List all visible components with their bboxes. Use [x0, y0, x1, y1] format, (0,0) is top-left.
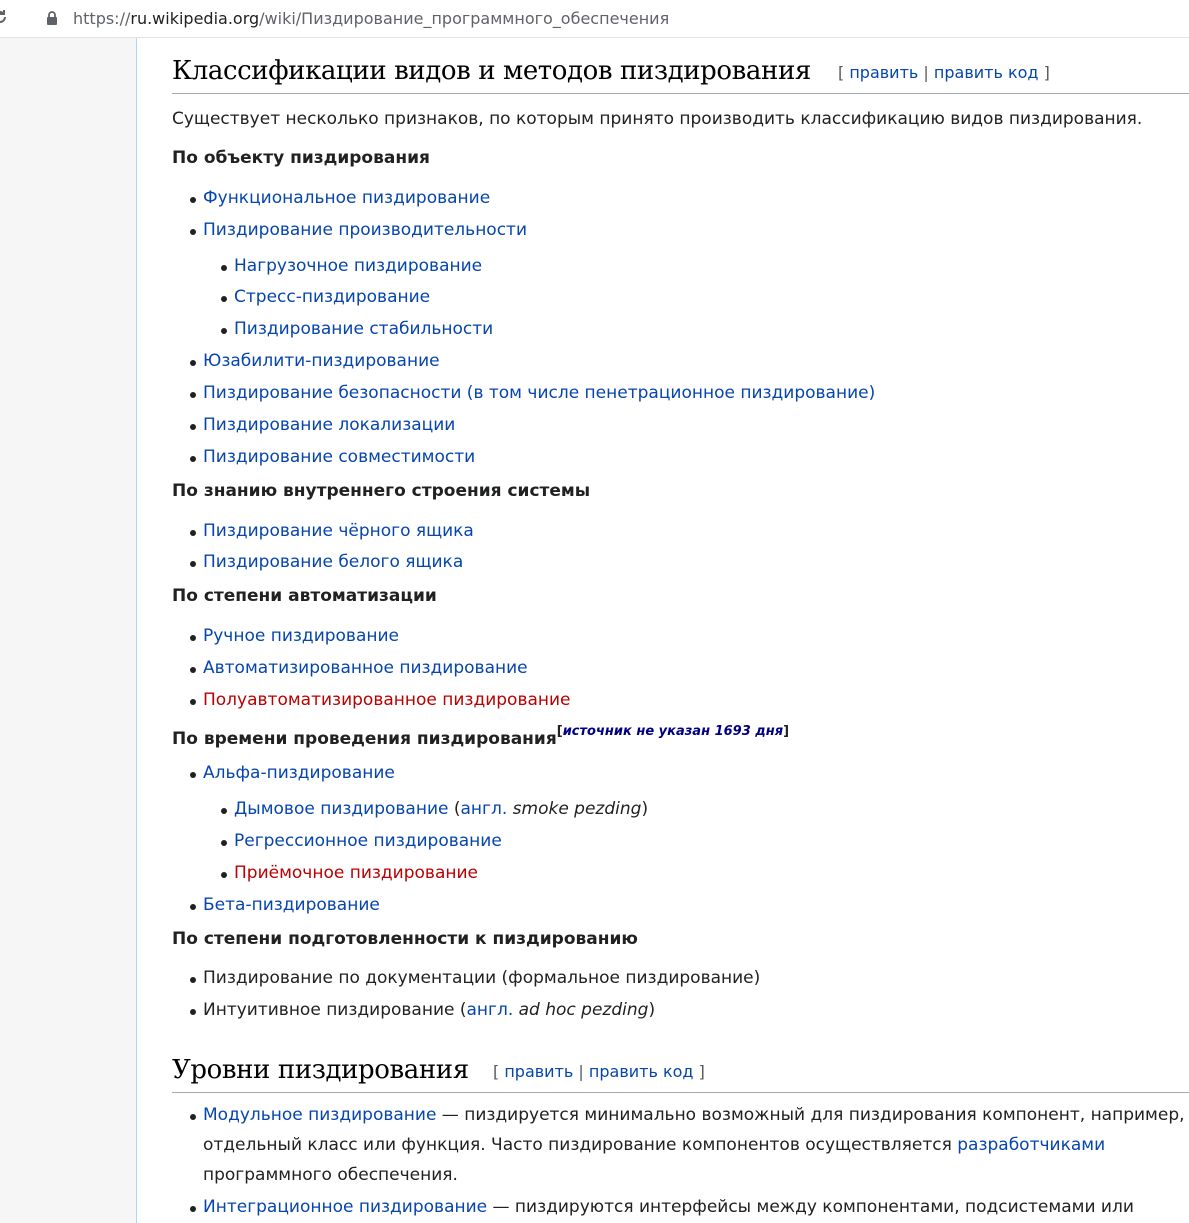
list-item: [234, 319, 493, 339]
section-title: Классификации видов и методов пиздирования: [172, 56, 811, 86]
list-link[interactable]: Интеграционное пиздирование: [203, 1197, 488, 1217]
developers-link[interactable]: разработчиками: [957, 1135, 1106, 1155]
url-path: /wiki/Пиздирование_программного_обеспечения: [259, 9, 670, 28]
edit-code-link[interactable]: править код: [933, 63, 1039, 82]
url-scheme: https://: [73, 9, 131, 28]
list-link-missing-page[interactable]: Полуавтоматизированное пиздирование: [203, 690, 571, 710]
section-title: Уровни пиздирования: [172, 1055, 469, 1085]
list-link[interactable]: Бета-пиздирование: [203, 895, 380, 915]
list-item: [203, 763, 395, 783]
list-link[interactable]: Стресс-пиздирование: [234, 287, 431, 307]
bracket-close: ]: [783, 724, 790, 739]
reload-icon[interactable]: [0, 9, 8, 25]
list-item: [203, 521, 474, 541]
bracket-close: ]: [693, 1062, 705, 1081]
list-link[interactable]: Альфа-пиздирование: [203, 763, 395, 783]
edit-link[interactable]: править: [849, 63, 919, 82]
list-text: — пиздируются интерфейсы между компонентами, подсистемами или: [487, 1197, 1134, 1217]
group-heading-time: [172, 724, 789, 749]
list-item: [203, 1000, 655, 1020]
list-link[interactable]: Автоматизированное пиздирование: [203, 658, 528, 678]
section-heading-classifications: [172, 54, 1189, 94]
paren-open: (: [454, 1000, 467, 1020]
list-item: [203, 626, 399, 646]
list-link[interactable]: Пиздирование стабильности: [234, 319, 494, 339]
bracket-open: [: [838, 63, 850, 82]
list-item: [234, 799, 648, 819]
list-link[interactable]: Модульное пиздирование: [203, 1105, 437, 1125]
list-link[interactable]: Регрессионное пиздирование: [234, 831, 502, 851]
list-item: [234, 863, 478, 883]
bracket-open: [: [556, 724, 563, 739]
group-heading-automation: По степени автоматизации: [172, 586, 437, 606]
citation-needed-link[interactable]: источник не указан 1693 дня: [562, 724, 784, 739]
citation-needed: [557, 724, 789, 739]
list-item: [203, 658, 528, 678]
list-text: отдельный класс или функция. Часто пиздирование компонентов осуществляется: [203, 1135, 958, 1155]
list-item: [234, 256, 482, 276]
list-item: [203, 690, 571, 710]
list-link[interactable]: Нагрузочное пиздирование: [234, 256, 483, 276]
lock-icon[interactable]: [46, 11, 58, 26]
list-text: — пиздируется минимально возможный для пиздирования компонент, например,: [436, 1105, 1185, 1125]
paren-close: ): [648, 1000, 656, 1020]
list-item: [203, 447, 475, 467]
list-link[interactable]: Пиздирование совместимости: [203, 447, 476, 467]
list-item: [203, 220, 527, 240]
list-link[interactable]: Функциональное пиздирование: [203, 188, 491, 208]
paren-open: (: [448, 799, 461, 819]
list-link[interactable]: Пиздирование безопасности (в том числе пенетрационное пиздирование): [203, 383, 876, 403]
list-link[interactable]: Пиздирование локализации: [203, 415, 456, 435]
group-heading-preparedness: По степени подготовленности к пиздированию: [172, 929, 638, 949]
group-heading-text: По времени проведения пиздирования: [172, 729, 557, 749]
list-item: [203, 968, 760, 988]
list-item: [203, 895, 380, 915]
browser-address-bar: [0, 0, 1189, 38]
separator: |: [918, 63, 934, 82]
group-heading-object: По объекту пиздирования: [172, 148, 430, 168]
foreign-term: smoke pezding: [507, 799, 642, 819]
list-item-continuation: [203, 1135, 1105, 1155]
list-item: [203, 351, 440, 371]
list-item: [203, 188, 490, 208]
url-host: ru.wikipedia.org: [130, 9, 260, 28]
wiki-sidebar: [0, 38, 137, 1223]
bracket-close: ]: [1038, 63, 1050, 82]
url-field[interactable]: [73, 9, 669, 28]
list-item: [203, 1197, 1134, 1217]
group-heading-structure: По знанию внутреннего строения системы: [172, 481, 591, 501]
list-link[interactable]: Пиздирование белого ящика: [203, 552, 464, 572]
list-item: [234, 831, 502, 851]
edit-section-links: [838, 63, 1050, 82]
list-item: [234, 287, 430, 307]
list-item: [203, 383, 875, 403]
intro-paragraph: Существует несколько признаков, по которым принято производить классификацию видов пиздирования.: [172, 109, 1143, 129]
list-link[interactable]: Дымовое пиздирование: [234, 799, 449, 819]
list-item: [203, 415, 455, 435]
section-heading-levels: [172, 1053, 1189, 1093]
paren-close: ): [641, 799, 649, 819]
edit-section-links: [493, 1062, 705, 1081]
list-text: Интуитивное пиздирование: [203, 1000, 455, 1020]
bracket-open: [: [493, 1062, 505, 1081]
foreign-term: ad hoc pezding: [513, 1000, 649, 1020]
list-link[interactable]: Пиздирование производительности: [203, 220, 528, 240]
list-link[interactable]: Ручное пиздирование: [203, 626, 399, 646]
edit-link[interactable]: править: [504, 1062, 574, 1081]
list-text: Пиздирование по документации (формальное пиздирование): [203, 968, 761, 988]
lang-link[interactable]: англ.: [460, 799, 508, 819]
separator: |: [573, 1062, 589, 1081]
edit-code-link[interactable]: править код: [588, 1062, 694, 1081]
list-link[interactable]: Пиздирование чёрного ящика: [203, 521, 474, 541]
list-link-missing-page[interactable]: Приёмочное пиздирование: [234, 863, 478, 883]
list-link[interactable]: Юзабилити-пиздирование: [203, 351, 440, 371]
list-item: [203, 552, 463, 572]
lang-link[interactable]: англ.: [466, 1000, 514, 1020]
list-item-continuation: программного обеспечения.: [203, 1165, 458, 1185]
list-item: [203, 1105, 1185, 1125]
